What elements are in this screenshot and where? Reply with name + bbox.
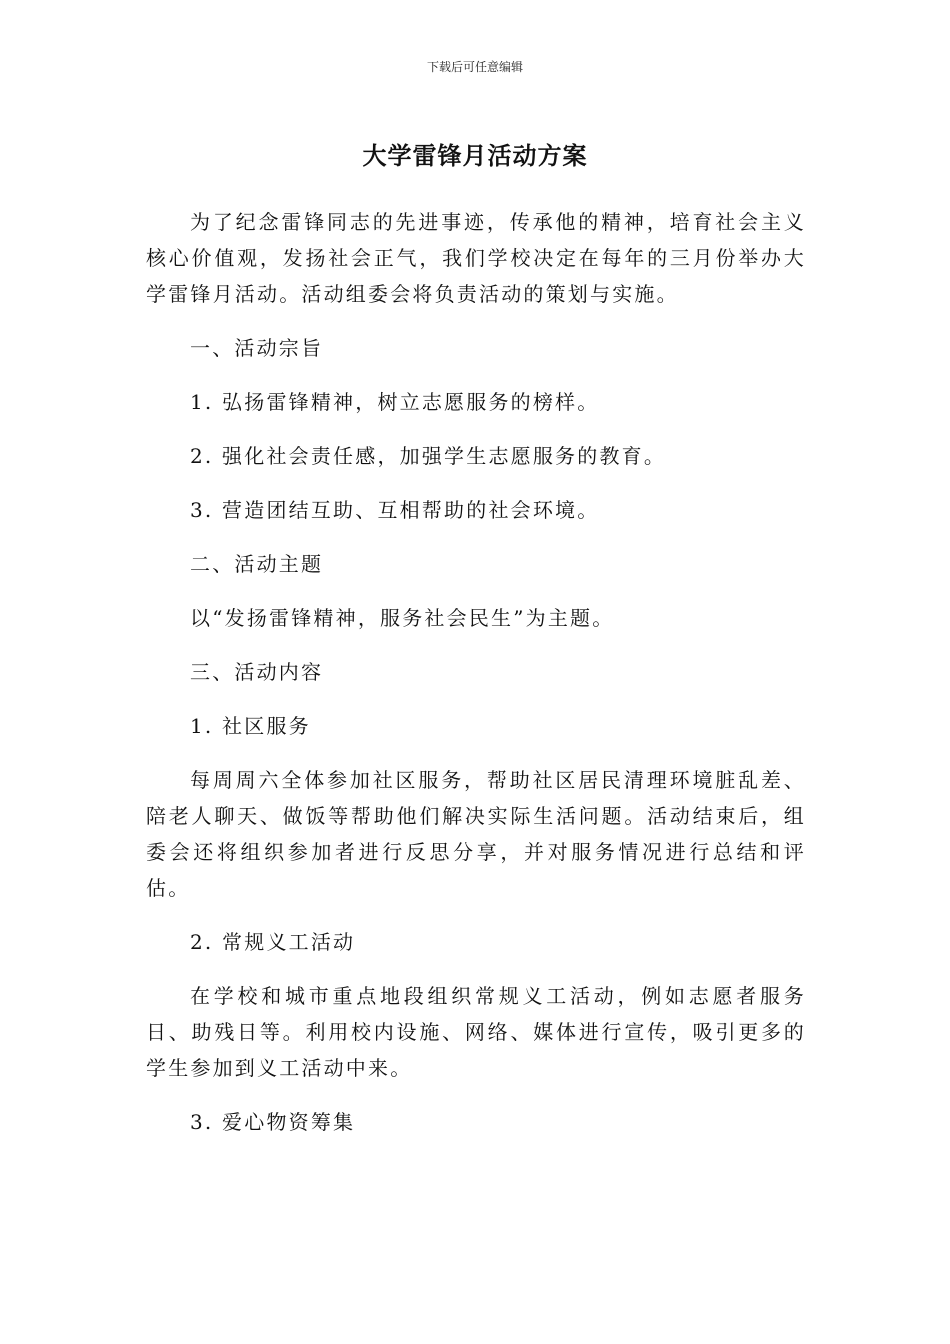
content-volunteer-paragraph: 在学校和城市重点地段组织常规义工活动，例如志愿者服务日、助残日等。利用校内设施、网络、媒体进行宣传，吸引更多的学生参加到义工活动中来。 [146, 984, 806, 1080]
purpose-item-3: 3. 营造团结互助、互相帮助的社会环境。 [190, 498, 600, 522]
purpose-item-1: 1. 弘扬雷锋精神，树立志愿服务的榜样。 [190, 390, 600, 414]
content-sub-heading-donation: 3. 爱心物资筹集 [190, 1110, 356, 1134]
content-community-paragraph: 每周周六全体参加社区服务，帮助社区居民清理环境脏乱差、陪老人聊天、做饭等帮助他们解决实际生活问题。活动结束后，组委会还将组织参加者进行反思分享，并对服务情况进行总结和评估。 [146, 768, 806, 900]
content-sub-heading-community: 1. 社区服务 [190, 714, 311, 738]
document-title: 大学雷锋月活动方案 [362, 142, 588, 170]
intro-paragraph: 为了纪念雷锋同志的先进事迹，传承他的精神，培育社会主义核心价值观，发扬社会正气，我们学校决定在每年的三月份举办大学雷锋月活动。活动组委会将负责活动的策划与实施。 [146, 210, 806, 306]
section-heading-content: 三、活动内容 [190, 660, 324, 684]
purpose-item-2: 2. 强化社会责任感，加强学生志愿服务的教育。 [190, 444, 667, 468]
content-sub-heading-volunteer: 2. 常规义工活动 [190, 930, 356, 954]
document-body [146, 204, 806, 1158]
header-note: 下载后可任意编辑 [426, 60, 523, 74]
section-heading-theme: 二、活动主题 [190, 552, 324, 576]
theme-text: 以“发扬雷锋精神，服务社会民生”为主题。 [190, 606, 615, 630]
section-heading-purpose: 一、活动宗旨 [190, 336, 324, 360]
